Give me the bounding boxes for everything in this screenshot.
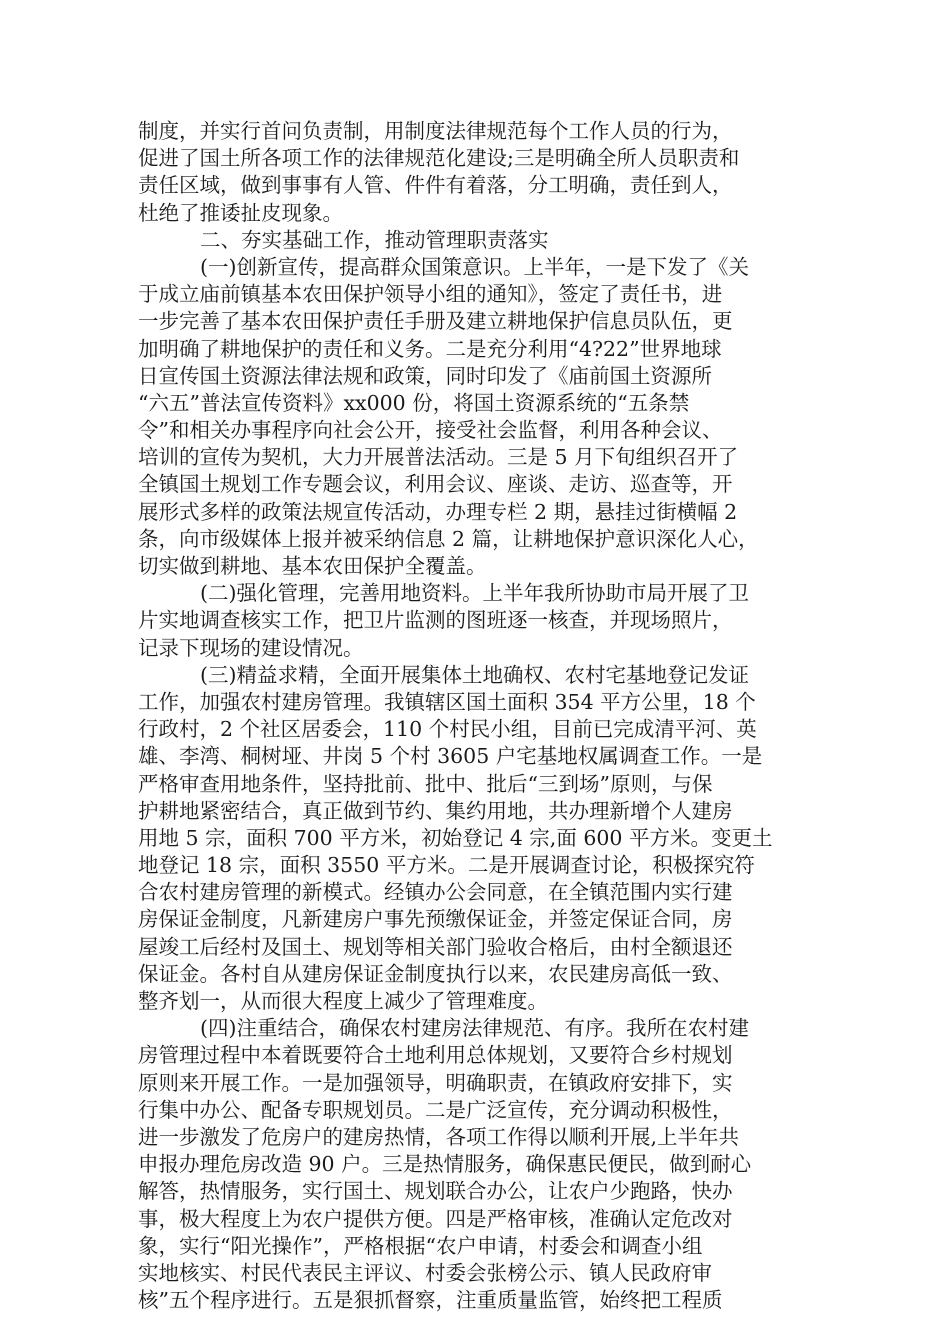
text-line: 片实地调查核实工作，把卫片监测的图班逐一核查，并现场照片， <box>138 608 733 633</box>
document-body <box>138 118 818 1314</box>
text-line: 工作，加强农村建房管理。我镇辖区国土面积 354 平方公里，18 个 <box>138 689 756 714</box>
paragraph-first-line: (三)精益求精，全面开展集体土地确权、农村宅基地登记发证 <box>200 662 749 687</box>
paragraph-first-line: (四)注重结合，确保农村建房法律规范、有序。我所在农村建 <box>200 1016 749 1041</box>
text-line: 切实做到耕地、基本农田保护全覆盖。 <box>138 554 487 578</box>
text-line: 用地 5 宗，面积 700 平方米，初始登记 4 宗,面 600 平方米。变更土 <box>138 825 773 850</box>
text-line: 促进了国土所各项工作的法律规范化建设;三是明确全所人员职责和 <box>138 146 740 171</box>
paragraph-first-line: 二、夯实基础工作，推动管理职责落实 <box>200 227 549 252</box>
text-line: 一步完善了基本农田保护责任手册及建立耕地保护信息员队伍，更 <box>138 309 733 334</box>
text-line: 展形式多样的政策法规宣传活动，办理专栏 2 期，悬挂过街横幅 2 <box>138 499 738 524</box>
text-line: 制度，并实行首问负责制，用制度法律规范每个工作人员的行为， <box>138 119 733 143</box>
text-line: 象，实行“阳光操作”，严格根据“农户申请，村委会和调查小组 <box>138 1233 703 1258</box>
text-line: 行集中办公、配备专职规划员。二是广泛宣传，充分调动积极性， <box>138 1097 733 1122</box>
text-line: 令”和相关办事程序向社会公开，接受社会监督，利用各种会议、 <box>138 418 723 443</box>
paragraph-first-line: (一)创新宣传，提高群众国策意识。上半年，一是下发了《关 <box>200 254 749 279</box>
text-line: 加明确了耕地保护的责任和义务。二是充分利用“4?22”世界地球 <box>138 336 722 361</box>
text-line: 于成立庙前镇基本农田保护领导小组的通知》，签定了责任书，进 <box>138 282 723 307</box>
text-line: 记录下现场的建设情况。 <box>138 635 364 660</box>
text-line: 进一步激发了危房户的建房热情，各项工作得以顺利开展,上半年共 <box>138 1124 740 1149</box>
text-line: 申报办理危房改造 90 户。三是热情服务，确保惠民便民，做到耐心 <box>138 1152 752 1177</box>
text-line: 责任区域，做到事事有人管、件件有着落，分工明确，责任到人， <box>138 173 733 198</box>
text-line: 解答，热情服务，实行国土、规划联合办公，让农户少跑路，快办 <box>138 1179 733 1204</box>
text-line: 日宣传国土资源法律法规和政策，同时印发了《庙前国土资源所 <box>138 363 712 388</box>
paragraph-first-line: (二)强化管理，完善用地资料。上半年我所协助市局开展了卫 <box>200 581 749 606</box>
text-line: 护耕地紧密结合，真正做到节约、集约用地，共办理新增个人建房 <box>138 798 733 823</box>
text-line: 培训的宣传为契机，大力开展普法活动。三是 5 月下旬组织召开了 <box>138 445 739 470</box>
text-line: 原则来开展工作。一是加强领导，明确职责，在镇政府安排下，实 <box>138 1070 733 1095</box>
text-line: 地登记 18 宗，面积 3550 平方米。二是开展调查讨论，积极探究符 <box>138 853 755 878</box>
text-line: 条，向市级媒体上报并被采纳信息 2 篇，让耕地保护意识深化人心， <box>138 526 759 551</box>
text-line: 房管理过程中本着既要符合土地利用总体规划，又要符合乡村规划 <box>138 1043 733 1068</box>
text-line: 整齐划一，从而很大程度上减少了管理难度。 <box>138 989 548 1013</box>
text-line: 事，极大程度上为农户提供方便。四是严格审核，准确认定危改对 <box>138 1206 733 1231</box>
text-line: “六五”普法宣传资料》xx000 份，将国土资源系统的“五条禁 <box>138 390 690 415</box>
text-line: 杜绝了推诿扯皮现象。 <box>138 200 343 225</box>
text-line: 雄、李湾、桐树垭、井岗 5 个村 3605 户宅基地权属调查工作。一是 <box>138 744 763 769</box>
text-line: 房保证金制度，凡新建房户事先预缴保证金，并签定保证合同，房 <box>138 907 733 932</box>
text-line: 实地核实、村民代表民主评议、村委会张榜公示、镇人民政府审 <box>138 1260 712 1285</box>
text-line: 屋竣工后经村及国土、规划等相关部门验收合格后，由村全额退还 <box>138 934 733 959</box>
text-line: 严格审查用地条件，坚持批前、批中、批后“三到场”原则，与保 <box>138 771 713 796</box>
text-line: 行政村，2 个社区居委会，110 个村民小组，目前已完成清平河、英 <box>138 717 757 742</box>
text-line: 全镇国土规划工作专题会议，利用会议、座谈、走访、巡查等，开 <box>138 472 733 497</box>
text-line: 保证金。各村自从建房保证金制度执行以来，农民建房高低一致、 <box>138 961 733 986</box>
text-line: 核”五个程序进行。五是狠抓督察，注重质量监管，始终把工程质 <box>138 1288 723 1313</box>
text-line: 合农村建房管理的新模式。经镇办公会同意，在全镇范围内实行建 <box>138 880 733 905</box>
